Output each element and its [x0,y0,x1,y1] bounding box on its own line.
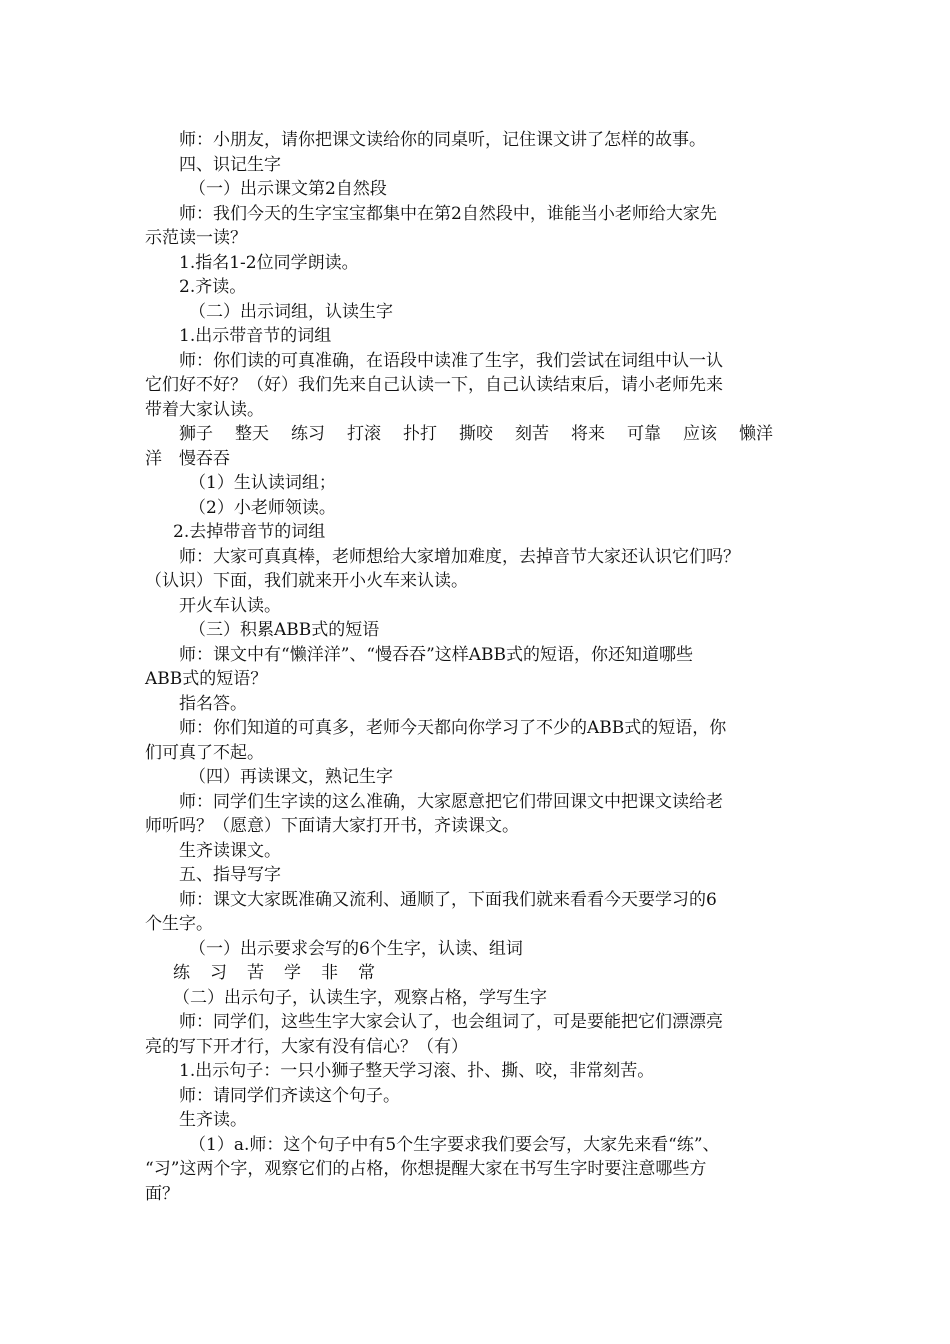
paragraph: 个生字。 [145,914,213,934]
paragraph: 师：课文大家既准确又流利、通顺了，下面我们就来看看今天要学习的6 [179,889,717,910]
paragraph: ABB式的短语？ [145,669,268,689]
list-item: 1.出示句子：一只小狮子整天学习滚、扑、撕、咬，非常刻苦。 [179,1061,655,1081]
paragraph: 带着大家认读。 [145,399,264,420]
paragraph: 师听吗？（愿意）下面请大家打开书，齐读课文。 [145,816,519,836]
word-item: 将来 [571,424,605,444]
paragraph: （1）a.师：这个句子中有5个生字要求我们要会写，大家先来看“练”、 [189,1134,720,1155]
list-item: 2.齐读。 [179,277,247,297]
list-item: 1.指名1-2位同学朗读。 [179,252,359,273]
paragraph: 师：课文中有“懒洋洋”、“慢吞吞”这样ABB式的短语，你还知道哪些 [179,644,694,665]
word-item: 扑打 [403,424,437,444]
paragraph: 亮的写下开才行，大家有没有信心？（有） [145,1036,468,1057]
paragraph: “习”这两个字，观察它们的占格，你想提醒大家在书写生字时要注意哪些方 [145,1159,707,1179]
section-heading: 五、指导写字 [179,865,281,885]
subsection-heading: （二）出示词组，认读生字 [189,301,393,322]
word-item: 练习 [291,424,325,444]
word-item: 狮子 [179,424,213,444]
paragraph: 它们好不好？（好）我们先来自己认读一下，自己认读结束后，请小老师先来 [145,375,723,395]
paragraph: 们可真了不起。 [145,742,264,763]
subsection-heading: （一）出示要求会写的6个生字，认读、组词 [189,938,523,959]
char-item: 学 [284,963,301,983]
word-item: 可靠 [627,424,661,444]
list-item: （2）小老师领读。 [189,497,336,518]
char-item: 非 [321,963,338,983]
paragraph: （认识）下面，我们就来开小火车来认读。 [145,571,468,591]
paragraph: 师：你们读的可真准确，在语段中读准了生字，我们尝试在词组中认一认 [179,350,723,371]
subsection-heading: （三）积累ABB式的短语 [189,620,380,640]
paragraph: 师：请同学们齐读这个句子。 [179,1085,400,1106]
paragraph: 师：我们今天的生字宝宝都集中在第2自然段中，谁能当小老师给大家先 [179,203,717,224]
list-item: （1）生认读词组； [189,473,336,493]
paragraph: 面？ [145,1183,179,1204]
word-list [145,422,805,447]
char-item: 苦 [247,963,264,983]
paragraph: 师：小朋友，请你把课文读给你的同桌听，记住课文讲了怎样的故事。 [179,130,706,150]
paragraph: 师：同学们生字读的这么准确，大家愿意把它们带回课文中把课文读给老 [179,791,723,812]
word-item: 刻苦 [515,424,549,444]
word-item: 撕咬 [459,424,493,444]
char-list [145,961,805,986]
section-heading: 四、识记生字 [179,154,281,175]
list-item: 1.出示带音节的词组 [179,326,332,346]
word-item: 应该 [683,424,717,444]
word-item: 整天 [235,424,269,444]
paragraph: 生齐读。 [179,1110,247,1130]
paragraph: 师：同学们，这些生字大家会认了，也会组词了，可是要能把它们漂漂亮 [179,1012,723,1032]
subsection-heading: （一）出示课文第2自然段 [189,179,387,199]
char-item: 习 [210,963,227,983]
word-item: 打滚 [347,424,381,444]
paragraph: 指名答。 [179,693,247,714]
paragraph: 师：大家可真真棒，老师想给大家增加难度，去掉音节大家还认识它们吗？ [179,546,740,567]
char-item: 练 [173,963,190,983]
document-body [145,128,805,1206]
paragraph: 师：你们知道的可真多，老师今天都向你学习了不少的ABB式的短语，你 [179,718,727,738]
char-item: 常 [358,963,375,983]
word-item: 懒洋 [739,424,773,444]
subsection-heading: （二）出示句子，认读生字，观察占格，学写生字 [173,987,547,1008]
word-list-continued: 洋 慢吞吞 [145,448,230,469]
list-item: 2.去掉带音节的词组 [173,522,326,542]
paragraph: 开火车认读。 [179,595,281,616]
paragraph: 生齐读课文。 [179,840,281,861]
paragraph: 示范读一读？ [145,228,247,248]
subsection-heading: （四）再读课文，熟记生字 [189,767,393,787]
